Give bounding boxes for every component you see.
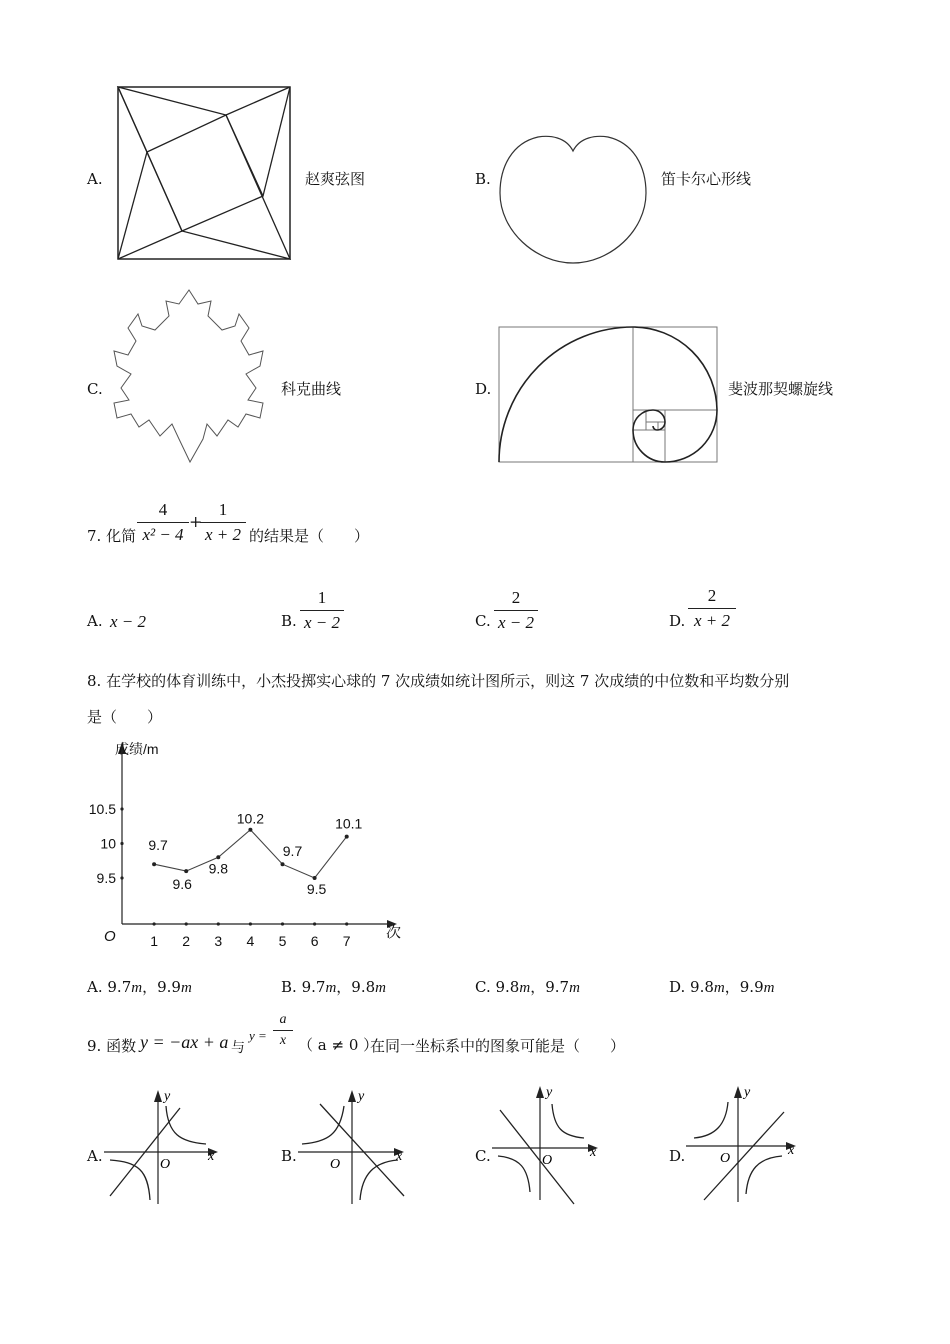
data-label: 9.6 — [172, 876, 192, 893]
q8-option-b-letter: B. — [281, 978, 297, 996]
q7-option-c-letter: C. — [475, 612, 491, 630]
q7-option-a-expr: x − 2 — [110, 612, 147, 631]
data-point — [345, 835, 349, 839]
zhao-shuang-diagram — [117, 86, 293, 262]
q7-fraction-1-den: x² − 4 — [142, 525, 184, 544]
cardioid-curve — [498, 133, 650, 265]
q9-option-c-graph — [492, 1082, 612, 1208]
data-label: 9.8 — [208, 860, 229, 877]
q8-option-c-v2: 9.7 — [545, 978, 570, 996]
q7-option-b-den: x − 2 — [303, 613, 341, 632]
q9-d-y-label: y — [744, 1085, 751, 1100]
data-label: 10.2 — [236, 810, 265, 827]
q8-option-a-unit1: m — [131, 980, 143, 996]
q6-option-b-letter: B. — [475, 170, 491, 188]
x-tick-label: 5 — [278, 933, 287, 949]
q8-option-b-v2: 9.8 — [351, 978, 376, 996]
y-axis-label: 成绩/m — [115, 741, 159, 757]
q9-d-x-label: x — [788, 1143, 795, 1158]
q8-option-b-unit1: m — [325, 980, 337, 996]
x-tick-label: 7 — [342, 933, 351, 949]
q6-option-c-caption: 科克曲线 — [281, 380, 342, 398]
q8-option-d-v2: 9.9 — [739, 978, 764, 996]
q8-option-d — [669, 976, 774, 997]
q8-option-a — [87, 976, 192, 997]
q8-option-c — [475, 976, 580, 997]
x-tick-label: 6 — [310, 933, 319, 949]
x-tick-label: 4 — [246, 933, 255, 949]
q8-option-c-unit2: m — [569, 980, 580, 996]
x-tick — [185, 922, 188, 925]
y-tick — [120, 807, 123, 810]
q9-b-origin: O — [330, 1157, 341, 1172]
q9-function-2-den: x — [279, 1033, 287, 1048]
q9-function-2-fraction — [273, 1012, 293, 1049]
q6-option-b-caption: 笛卡尔心形线 — [661, 170, 752, 188]
q8-option-c-letter: C. — [475, 978, 491, 996]
q6-option-c-letter: C. — [87, 380, 103, 398]
data-point — [216, 855, 220, 859]
q9-b-y-label: y — [358, 1089, 365, 1104]
q8-option-d-letter: D. — [669, 978, 686, 996]
q9-c-y-label: y — [546, 1085, 553, 1100]
q8-option-a-letter: A. — [87, 978, 103, 996]
q7-option-d-fraction — [688, 586, 736, 631]
y-tick-label: 10.5 — [88, 801, 116, 817]
data-point — [281, 862, 285, 866]
data-label: 9.5 — [306, 881, 327, 897]
q8-option-a-unit2: m — [180, 980, 192, 996]
koch-curve — [108, 290, 270, 464]
q7-tail: 的结果是（ ） — [249, 527, 370, 545]
q9-tail: 在同一坐标系中的图象可能是（ ） — [370, 1037, 626, 1055]
q7-fraction-1-num: 4 — [137, 500, 189, 523]
data-point — [248, 828, 252, 832]
q6-option-d-letter: D. — [475, 380, 492, 398]
q6-option-a-caption: 赵爽弦图 — [305, 170, 366, 188]
q6-option-a-letter: A. — [87, 170, 103, 188]
q8-option-d-unit1: m — [713, 980, 725, 996]
q7-option-c-num: 2 — [494, 588, 538, 611]
q9-d-origin: O — [720, 1151, 731, 1166]
y-tick — [120, 876, 123, 879]
q9-option-a-graph — [104, 1088, 224, 1206]
data-point — [184, 869, 188, 873]
q8-option-c-unit1: m — [519, 980, 531, 996]
q7-option-d-den: x + 2 — [693, 611, 731, 630]
data-label: 9.7 — [282, 843, 303, 860]
q8-option-b-unit2: m — [375, 980, 386, 996]
origin-label: O — [104, 928, 116, 945]
data-point — [313, 876, 317, 880]
q8-option-a-sep: ， — [142, 978, 158, 996]
q7-option-a-letter: A. — [87, 612, 103, 630]
q7-option-d-num: 2 — [688, 586, 736, 609]
q8-option-b-sep: ， — [336, 978, 352, 996]
q7-option-c-fraction — [494, 588, 538, 633]
x-tick-label: 2 — [182, 933, 191, 949]
q9-a-x-label: x — [208, 1149, 215, 1164]
q7-option-d-letter: D. — [669, 612, 686, 630]
x-axis-label: 次 — [386, 924, 402, 941]
q9-option-c-letter: C. — [475, 1147, 491, 1165]
x-tick-label: 1 — [150, 933, 158, 949]
x-tick-label: 3 — [214, 933, 223, 949]
q7-option-b-fraction — [300, 588, 344, 633]
series-line — [154, 830, 347, 878]
q9-conjunction: 与 — [231, 1040, 245, 1056]
q9-option-d-letter: D. — [669, 1147, 686, 1165]
q9-function-2-num: a — [273, 1012, 293, 1031]
q9-number: 9. 函数 — [87, 1037, 137, 1055]
q8-option-c-v1: 9.8 — [495, 978, 520, 996]
q8-option-d-unit2: m — [763, 980, 775, 996]
data-point — [152, 862, 156, 866]
q7-number: 7. 化简 — [87, 527, 137, 545]
q9-function-2-lhs: y = — [249, 1028, 267, 1043]
q9-option-d-graph — [686, 1082, 810, 1208]
x-tick — [313, 922, 316, 925]
q7-plus: + — [189, 512, 203, 531]
x-tick — [345, 922, 348, 925]
q8-question-line-2: 是（ ） — [87, 708, 163, 726]
q9-c-origin: O — [542, 1153, 553, 1168]
y-tick — [120, 842, 123, 845]
y-tick-label: 9.5 — [96, 870, 116, 886]
q7-fraction-2-den: x + 2 — [204, 525, 242, 544]
q9-b-x-label: x — [396, 1149, 403, 1164]
data-label: 9.7 — [148, 837, 168, 854]
q6-option-d-caption: 斐波那契螺旋线 — [728, 380, 834, 398]
q9-c-x-label: x — [590, 1145, 597, 1160]
q8-option-d-v1: 9.8 — [690, 978, 714, 996]
q9-a-origin: O — [160, 1157, 171, 1172]
q8-option-a-v1: 9.7 — [107, 978, 132, 996]
q8-option-a-v2: 9.9 — [157, 978, 181, 996]
fibonacci-spiral — [498, 326, 718, 464]
x-tick — [281, 922, 284, 925]
q7-option-b-num: 1 — [300, 588, 344, 611]
q9-option-a-letter: A. — [87, 1147, 103, 1165]
q8-option-b — [281, 976, 386, 997]
q9-option-b-graph — [298, 1088, 418, 1206]
score-line-chart — [88, 740, 415, 950]
q8-option-b-v1: 9.7 — [301, 978, 326, 996]
q9-option-b-letter: B. — [281, 1147, 297, 1165]
q7-fraction-1 — [137, 500, 189, 545]
data-label: 10.1 — [335, 815, 363, 832]
q8-option-d-sep: ， — [724, 978, 740, 996]
q7-option-b-letter: B. — [281, 612, 297, 630]
q9-a-y-label: y — [164, 1089, 171, 1104]
q8-question-line-1: 8. 在学校的体育训练中，小杰投掷实心球的 7 次成绩如统计图所示，则这 7 次成绩的中位数和平均数分别 — [87, 672, 790, 690]
q9-condition: （ a ≠ 0 ） — [298, 1036, 379, 1054]
y-tick-label: 10 — [100, 835, 116, 852]
q8-option-c-sep: ， — [530, 978, 546, 996]
x-tick — [217, 922, 220, 925]
q7-fraction-2 — [200, 500, 246, 545]
q7-fraction-2-num: 1 — [200, 500, 246, 523]
q7-option-c-den: x − 2 — [497, 613, 535, 632]
x-tick — [153, 922, 156, 925]
x-tick — [249, 922, 252, 925]
q9-function-1: y = −ax + a — [140, 1032, 229, 1052]
